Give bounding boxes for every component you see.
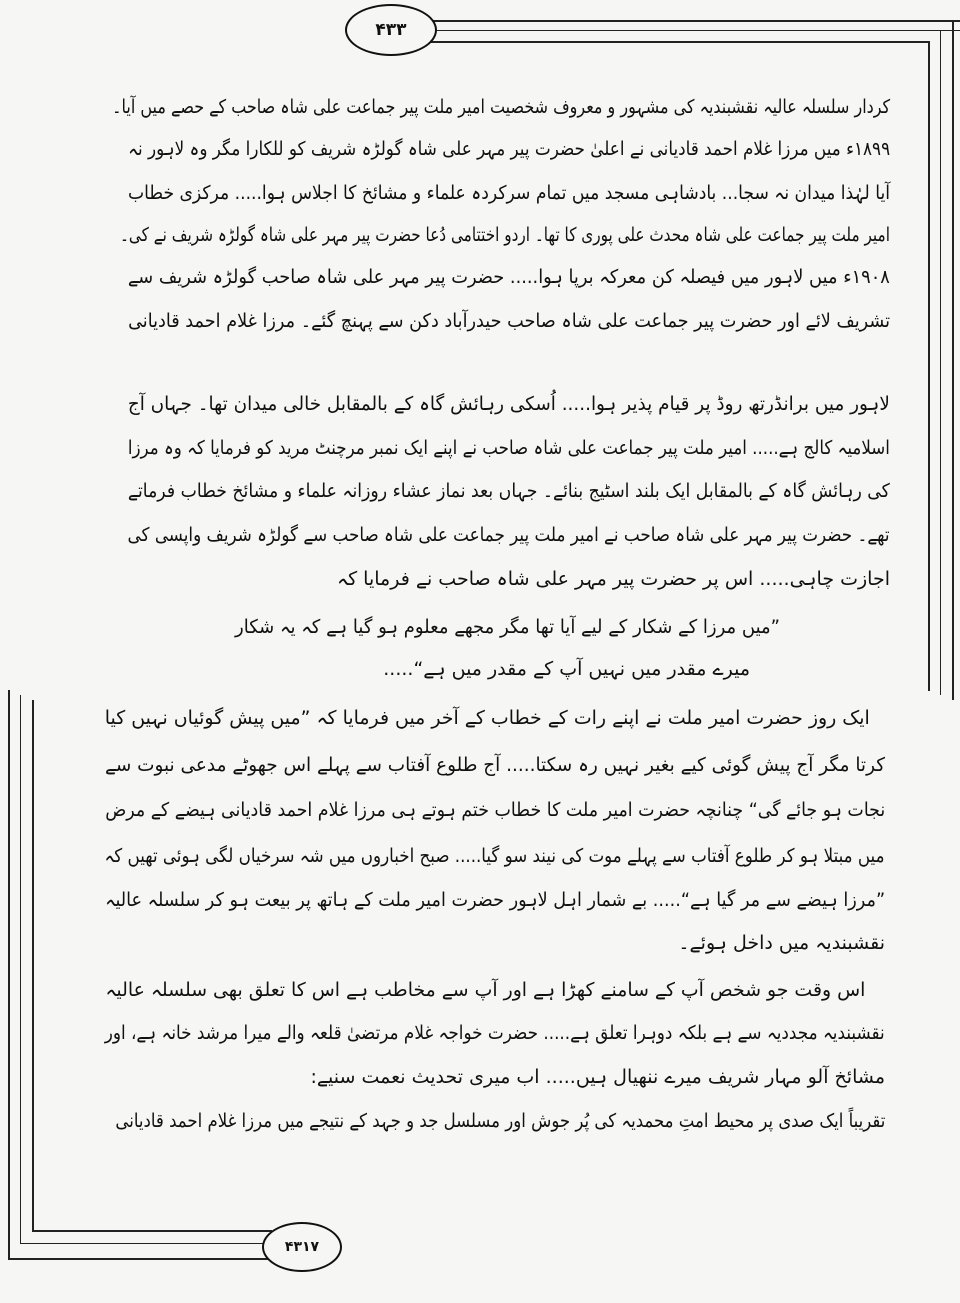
upper-line-10: تھے۔ حضرت پیر مہر علی شاہ صاحب نے امیر ملت پیر جماعت علی شاہ صاحب سے گولڑہ شریف واپسی کی — [128, 524, 890, 546]
frame-left-line — [8, 690, 10, 1260]
quote-line-2: میرے مقدر میں نہیں آپ کے مقدر میں ہے“..... — [383, 658, 750, 680]
upper-line-5: ۱۹۰۸ء میں لاہور میں فیصلہ کن معرکہ برپا ہوا..... حضرت پیر مہر علی شاہ صاحب گولڑہ شریف سے — [128, 266, 890, 288]
frame-bottom-line-2 — [20, 1243, 270, 1244]
upper-line-1: کردار سلسلہ عالیہ نقشبندیہ کی مشہور و معروف شخصیت امیر ملت پیر جماعت علی شاہ صاحب کے حصے میں آیا۔ — [112, 96, 890, 118]
upper-line-7: لاہور میں برانڈرتھ روڈ پر قیام پذیر ہوا..... اُسکی رہائش گاہ کے بالمقابل خالی میدان تھا۔ جہاں آج — [128, 393, 890, 415]
upper-line-9: کی رہائش گاہ کے بالمقابل ایک بلند اسٹیج بنائے۔ جہاں بعد نماز عشاء روزانہ علماء و مشائخ خطاب فرماتے — [128, 480, 890, 502]
lower-line-6: نقشبندیہ میں داخل ہوئے۔ — [678, 932, 885, 954]
frame-top-line-3 — [425, 41, 930, 43]
lower-line-10: تقریباً ایک صدی پر محیط امتِ محمدیہ کی پُر جوش اور مسلسل جد و جہد کے نتیجے میں مرزا غلام احمد قادیانی — [115, 1110, 885, 1132]
frame-right-line-2 — [940, 30, 941, 695]
upper-line-8: اسلامیہ کالج ہے..... امیر ملت پیر جماعت علی شاہ صاحب نے اپنے ایک نمبر مرچنٹ مرید کو فرمایا کہ وہ مرزا — [128, 437, 890, 459]
lower-line-3: نجات ہو جائے گی“ چنانچہ حضرت امیر ملت کا خطاب ختم ہوتے ہی مرزا غلام احمد قادیانی ہیضے کے مرض — [105, 799, 885, 821]
quote-line-1: ”میں مرزا کے شکار کے لیے آیا تھا مگر مجھے معلوم ہو گیا ہے کہ یہ شکار — [235, 616, 780, 638]
lower-line-8: نقشبندیہ مجددیہ سے ہے بلکہ دوہرا تعلق ہے..... حضرت خواجہ غلام مرتضیٰ قلعہ والے میرا مرشد خانہ ہے، اور — [105, 1022, 885, 1044]
frame-bottom-line-3 — [8, 1258, 270, 1260]
upper-line-2: ۱۸۹۹ء میں مرزا غلام احمد قادیانی نے اعلیٰ حضرت پیر مہر علی شاہ گولڑہ شریف کو للکارا مگر وہ لاہور نہ — [128, 138, 890, 160]
upper-line-11: اجازت چاہی..... اس پر حضرت پیر مہر علی شاہ صاحب نے فرمایا کہ — [336, 568, 890, 590]
lower-line-9: مشائخ آلو مہار شریف میرے ننھیال ہیں..... اب میری تحدیث نعمت سنیے: — [310, 1066, 885, 1088]
page-number-top: ۴۳۳ — [345, 4, 437, 56]
frame-top-line-outer — [425, 20, 960, 22]
lower-line-1: ایک روز حضرت امیر ملت نے اپنے رات کے خطاب کے آخر میں فرمایا کہ ”میں پیش گوئیاں نہیں کیا — [105, 707, 870, 729]
lower-line-2: کرتا مگر آج پیش گوئی کیے بغیر نہیں رہ سکتا..... آج طلوع آفتاب سے پہلے اس جھوٹے مدعی نبوت سے — [105, 754, 885, 776]
upper-line-4: امیر ملت پیر جماعت علی شاہ محدث علی پوری کا تھا۔ اردو اختتامی دُعا حضرت پیر مہر علی شاہ گولڑہ شریف نے کی۔ — [120, 224, 890, 246]
frame-right-line-3 — [952, 20, 954, 700]
frame-right-line — [928, 41, 930, 691]
frame-left-line-2 — [20, 695, 21, 1243]
upper-line-6: تشریف لائے اور حضرت پیر جماعت علی شاہ صاحب حیدرآباد دکن سے پہنچ گئے۔ مرزا غلام احمد قادیانی — [128, 310, 890, 332]
frame-bottom-line-1 — [32, 1230, 272, 1232]
page-number-bottom: ۴۳۱۷ — [262, 1222, 342, 1272]
frame-top-line-inner — [425, 30, 960, 31]
upper-line-3: آیا لہٰذا میدان نہ سجا... بادشاہی مسجد میں تمام سرکردہ علماء و مشائخ کا اجلاس ہوا..... مرکزی خطاب — [128, 182, 890, 204]
lower-line-4: میں مبتلا ہو کر طلوع آفتاب سے پہلے موت کی نیند سو گیا..... صبح اخباروں میں شہ سرخیاں لگی ہوئی تھیں کہ — [105, 845, 885, 867]
frame-left-line-3 — [32, 700, 34, 1230]
lower-line-5: ”مرزا ہیضے سے مر گیا ہے“..... بے شمار اہل لاہور حضرت امیر ملت کے ہاتھ پر بیعت ہو کر سلسلہ عالیہ — [105, 889, 885, 911]
lower-line-7: اس وقت جو شخص آپ کے سامنے کھڑا ہے اور آپ سے مخاطب ہے اس کا تعلق بھی سلسلہ عالیہ — [105, 979, 865, 1001]
